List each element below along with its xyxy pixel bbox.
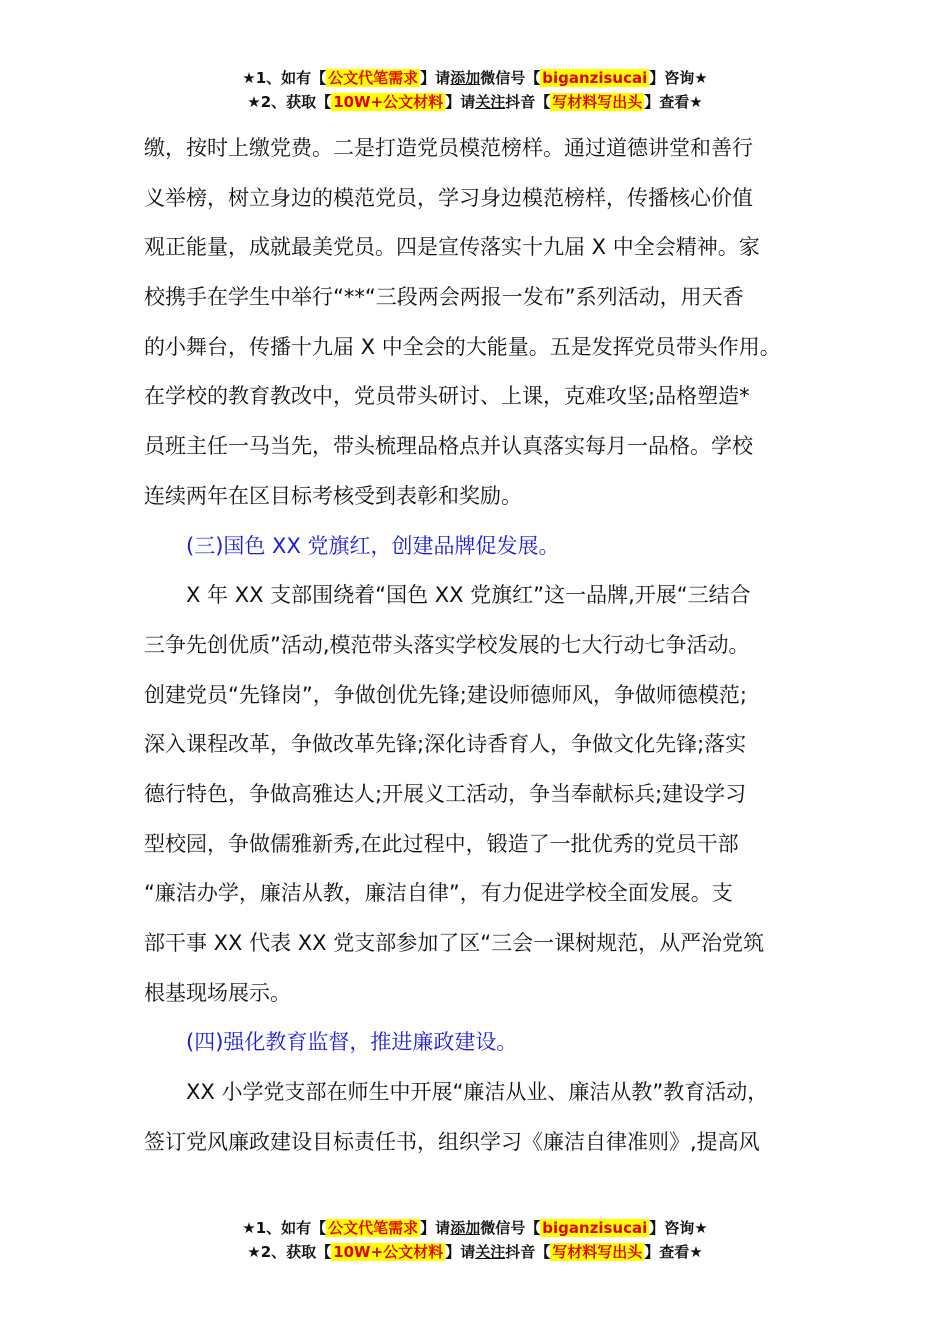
body-line: 的小舞台，传播十九届 X 中全会的大能量。五是发挥党员带头作用。 — [144, 334, 781, 359]
highlight-tag: 公文代笔需求 — [328, 1219, 419, 1237]
banner-text: 添加 — [450, 69, 481, 87]
banner-text: 】咨询★ — [649, 1219, 708, 1237]
body-line: 观正能量，成就最美党员。四是宣传落实十九届 X 中全会精神。家 — [144, 235, 760, 260]
banner-line-2 — [0, 1240, 950, 1264]
banner-text: 】请 — [420, 69, 451, 87]
wechat-id-tag: biganzisucai — [542, 69, 648, 87]
body-line: 德行特色，争做高雅达人;开展义工活动，争当奉献标兵;建设学习 — [144, 781, 747, 806]
douyin-id-tag: 写材料写出头 — [552, 93, 643, 111]
section-heading-4: (四)强化教育监督，推进廉政建设。 — [186, 1030, 518, 1055]
banner-text: 关注 — [475, 93, 506, 111]
highlight-tag: 公文代笔需求 — [328, 69, 419, 87]
body-line: 三争先创优质”活动,模范带头落实学校发展的七大行动七争活动。 — [144, 632, 750, 657]
body-line: 义举榜，树立身边的模范党员，学习身边模范榜样，传播核心价值 — [144, 185, 753, 210]
body-line: X 年 XX 支部围绕着“国色 XX 党旗红”这一品牌,开展“三结合 — [186, 583, 751, 608]
section-heading-3: (三)国色 XX 党旗红，创建品牌促发展。 — [186, 533, 560, 558]
banner-text: ★1、如有【 — [242, 69, 327, 87]
banner-text: 添加 — [450, 1219, 481, 1237]
banner-line-1 — [0, 1216, 950, 1240]
banner-text: ★2、获取【 — [247, 1243, 332, 1261]
highlight-tag: 10W+公文材料 — [333, 93, 444, 111]
body-line: 签订党风廉政建设目标责任书，组织学习《廉洁自律准则》,提高风 — [144, 1129, 760, 1154]
footer-banner — [0, 1216, 950, 1264]
body-line: 缴，按时上缴党费。二是打造党员模范榜样。通过道德讲堂和善行 — [144, 136, 753, 160]
body-line: 连续两年在区目标考核受到表彰和奖励。 — [144, 483, 522, 508]
body-line: XX 小学党支部在师生中开展“廉洁从业、廉洁从教”教育活动， — [186, 1080, 769, 1105]
body-line: 根基现场展示。 — [144, 980, 291, 1005]
body-line: 部干事 XX 代表 XX 党支部参加了区“三会一课树规范，从严治党筑 — [144, 931, 765, 955]
banner-text: 】查看★ — [644, 1243, 703, 1261]
body-line: 员班主任一马当先，带头梳理品格点并认真落实每月一品格。学校 — [144, 434, 753, 459]
banner-text: 】查看★ — [644, 93, 703, 111]
body-line: 深入课程改革，争做改革先锋;深化诗香育人，争做文化先锋;落实 — [144, 732, 747, 757]
banner-text: ★2、获取【 — [247, 93, 332, 111]
douyin-id-tag: 写材料写出头 — [552, 1243, 643, 1261]
body-line: 在学校的教育教改中，党员带头研讨、上课，克难攻坚;品格塑造* — [144, 384, 750, 409]
banner-text: 关注 — [475, 1243, 506, 1261]
document-body — [144, 124, 816, 1167]
banner-text: 】请 — [420, 1219, 451, 1237]
header-banner — [0, 66, 950, 114]
highlight-tag: 10W+公文材料 — [333, 1243, 444, 1261]
banner-line-2 — [0, 90, 950, 114]
banner-text: 微信号【 — [480, 1219, 541, 1237]
banner-text: 】咨询★ — [649, 69, 708, 87]
wechat-id-tag: biganzisucai — [542, 1219, 648, 1237]
body-line: 创建党员“先锋岗”，争做创优先锋;建设师德师风，争做师德模范; — [144, 682, 747, 707]
banner-text: 】请 — [445, 1243, 476, 1261]
banner-text: ★1、如有【 — [242, 1219, 327, 1237]
banner-line-1 — [0, 66, 950, 90]
banner-text: 抖音【 — [505, 1243, 551, 1261]
banner-text: 抖音【 — [505, 93, 551, 111]
banner-text: 】请 — [445, 93, 476, 111]
body-line: 型校园，争做儒雅新秀,在此过程中，锻造了一批优秀的党员干部 — [144, 831, 739, 856]
banner-text: 微信号【 — [480, 69, 541, 87]
body-line: “廉洁办学，廉洁从教，廉洁自律”，有力促进学校全面发展。支 — [144, 881, 733, 906]
body-line: 校携手在学生中举行“**“三段两会两报一发布”系列活动，用天香 — [144, 285, 744, 310]
